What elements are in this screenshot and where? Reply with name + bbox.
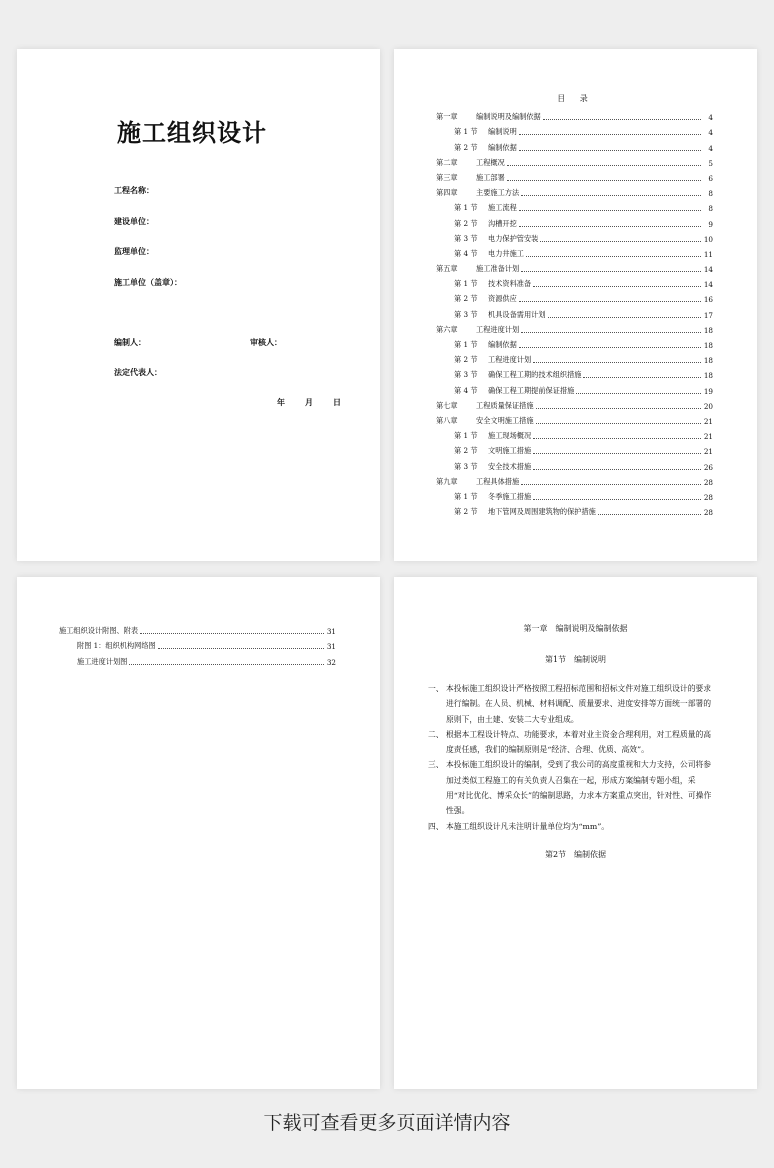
toc-row (436, 229, 713, 244)
toc-row (436, 244, 713, 259)
toc-label: 地下管网及周围建筑物的保护措施 (488, 507, 596, 517)
date-day: 日 (333, 398, 341, 407)
toc-page-number: 18 (703, 325, 713, 335)
toc-leader-dots (519, 150, 701, 151)
cover-page (17, 49, 380, 561)
toc-label: 施工部署 (476, 172, 505, 182)
toc-page-number: 21 (703, 447, 713, 457)
toc-page-number: 20 (703, 401, 713, 411)
toc-leader-dots (583, 377, 701, 378)
toc-row (59, 636, 336, 651)
toc-leader-dots (526, 256, 701, 257)
body-paragraph (428, 727, 715, 758)
body-paragraphs (428, 681, 715, 834)
toc-row (436, 396, 713, 411)
toc-page-number: 4 (708, 128, 713, 138)
toc-row (436, 426, 713, 441)
section-heading-2: 第2节 编制依据 (544, 850, 607, 859)
toc-page-number: 28 (703, 477, 713, 487)
toc-label: 电力井施工 (488, 248, 524, 258)
toc-num: 第 3 节 (454, 370, 478, 380)
toc-label: 机具设备需用计划 (488, 309, 546, 319)
toc-leader-dots (533, 469, 701, 470)
toc-num: 第五章 (436, 264, 458, 274)
toc-row (436, 320, 713, 335)
toc-leader-dots (540, 241, 701, 242)
toc-num: 第 3 节 (454, 233, 478, 243)
toc-leader-dots (536, 408, 701, 409)
field-reviewer: 审核人： (250, 338, 282, 347)
toc-num: 第二章 (436, 157, 458, 167)
toc-num: 第 1 节 (454, 431, 478, 441)
toc-leader-dots (519, 347, 701, 348)
toc-num: 第 2 节 (454, 355, 478, 365)
toc-num: 第 1 节 (454, 491, 478, 501)
toc-label: 文明施工措施 (488, 446, 532, 456)
toc-row (436, 122, 713, 137)
toc-row (436, 335, 713, 350)
toc-num: 第 2 节 (454, 446, 478, 456)
toc-page-number: 18 (703, 371, 713, 381)
toc-row (436, 502, 713, 517)
toc-page-number: 19 (703, 386, 713, 396)
toc-row (436, 487, 713, 502)
toc-label: 工程质量保证措施 (476, 400, 534, 410)
toc-leader-dots (521, 271, 701, 272)
toc-label: 沟槽开挖 (488, 218, 517, 228)
toc-num: 第 1 节 (454, 127, 478, 137)
toc-label: 施工进度计划图 (77, 656, 128, 666)
toc-label: 资源供应 (488, 294, 517, 304)
paragraph-text: 根据本工程设计特点、功能要求，本着对业主资金合理利用，对工程质量的高度责任感，我们的编制原则是“经济、合理、优质、高效”。 (446, 729, 712, 755)
toc-row (436, 274, 713, 289)
toc-label: 编制依据 (488, 142, 517, 152)
toc-leader-dots (576, 393, 701, 394)
toc-label: 安全技术措施 (488, 461, 532, 471)
toc-leader-dots (507, 180, 701, 181)
toc-label: 施工组织设计附图、附表 (59, 626, 139, 636)
toc-label: 编制说明 (488, 127, 517, 137)
toc-label: 技术资料准备 (488, 279, 532, 289)
section-heading-1: 第1节 编制说明 (544, 655, 607, 664)
toc-leader-dots (533, 362, 701, 363)
paragraph-text: 本投标施工组织设计严格按照工程招标范围和招标文件对施工组织设计的要求进行编制。在人员、机械、材料调配、质量要求、进度安排等方面统一部署的原则下，由土建、安装二大专业组成。 (446, 684, 712, 724)
toc-page-number: 9 (708, 219, 713, 229)
field-builder-unit: 施工单位（盖章）： (114, 278, 182, 287)
body-page (394, 577, 757, 1089)
toc-leader-dots (129, 664, 324, 665)
toc-label: 确保工程工期提前保证措施 (488, 385, 575, 395)
toc-page-number: 18 (703, 356, 713, 366)
toc-page-number: 21 (703, 432, 713, 442)
paragraph-number: 二、 (428, 729, 444, 739)
toc-row (436, 259, 713, 274)
toc-label: 施工准备计划 (476, 264, 520, 274)
toc-label: 冬季施工措施 (488, 491, 532, 501)
toc-label: 工程具体措施 (476, 476, 520, 486)
toc-row (59, 621, 336, 636)
toc-label: 主要施工方法 (476, 188, 520, 198)
toc-page-number: 21 (703, 416, 713, 426)
toc-continued-list (59, 621, 336, 667)
field-compiler: 编制人： (114, 338, 146, 347)
toc-leader-dots (521, 195, 701, 196)
download-caption: 下载可查看更多页面详情内容 (263, 1112, 511, 1134)
toc-title: 目 录 (557, 94, 594, 103)
toc-num: 第 3 节 (454, 461, 478, 471)
toc-leader-dots (533, 453, 701, 454)
toc-row (436, 107, 713, 122)
toc-page-number: 5 (708, 158, 713, 168)
field-supervision-unit: 监理单位： (114, 247, 154, 256)
toc-row (436, 365, 713, 380)
toc-leader-dots (519, 301, 701, 302)
toc-page-number: 32 (326, 657, 336, 667)
toc-num: 第 2 节 (454, 294, 478, 304)
toc-row (436, 183, 713, 198)
toc-num: 第七章 (436, 400, 458, 410)
field-construction-unit: 建设单位： (114, 217, 154, 226)
toc-leader-dots (548, 317, 701, 318)
cover-title: 施工组织设计 (117, 119, 267, 147)
date-month: 月 (305, 398, 313, 407)
paragraph-text: 本施工组织设计凡未注明计量单位均为“mm”。 (446, 821, 610, 831)
toc-page-number: 31 (326, 642, 336, 652)
toc-leader-dots (519, 210, 701, 211)
toc-num: 第 4 节 (454, 385, 478, 395)
toc-num: 第 1 节 (454, 279, 478, 289)
toc-leader-dots (543, 119, 701, 120)
toc-num: 第八章 (436, 415, 458, 425)
toc-num: 第一章 (436, 112, 458, 122)
toc-page (394, 49, 757, 561)
paragraph-text: 本投标施工组织设计的编制，受到了我公司的高度重视和大力支持，公司将参加过类似工程施工的有关负责人召集在一起，形成方案编制专题小组，采用“对比优化、博采众长”的编制思路，力求本方案重点突出，针对性、可操作性强。 (446, 760, 712, 816)
toc-row (59, 651, 336, 666)
toc-leader-dots (598, 514, 701, 515)
paragraph-number: 三、 (428, 760, 444, 770)
toc-num: 第 1 节 (454, 340, 478, 349)
toc-num: 第 1 节 (454, 203, 478, 213)
toc-label: 附图 1：组织机构网络图 (77, 641, 156, 651)
toc-list (436, 107, 713, 517)
toc-row (436, 350, 713, 365)
toc-page-number: 14 (703, 280, 713, 290)
toc-leader-dots (521, 484, 701, 485)
chapter-heading: 第一章 编制说明及编制依据 (523, 624, 628, 633)
toc-row (436, 411, 713, 426)
toc-num: 第 4 节 (454, 248, 478, 258)
toc-leader-dots (519, 226, 701, 227)
toc-page-number: 18 (703, 341, 713, 350)
body-paragraph (428, 819, 715, 834)
toc-page-number: 28 (703, 492, 713, 502)
field-legal-rep: 法定代表人： (114, 368, 162, 377)
toc-label: 电力保护管安装 (488, 233, 539, 243)
toc-label: 施工现场概况 (488, 431, 532, 441)
paragraph-number: 一、 (428, 684, 444, 693)
toc-leader-dots (140, 633, 324, 634)
cover-date (277, 397, 341, 408)
toc-leader-dots (521, 332, 701, 333)
toc-continued-page (17, 577, 380, 1089)
toc-num: 第六章 (436, 324, 458, 334)
toc-page-number: 8 (708, 189, 713, 199)
toc-row (436, 168, 713, 183)
toc-label: 施工流程 (488, 203, 517, 213)
toc-page-number: 31 (326, 627, 336, 637)
toc-row (436, 213, 713, 228)
toc-label: 编制说明及编制依据 (476, 112, 541, 122)
toc-leader-dots (519, 134, 701, 135)
toc-num: 第九章 (436, 476, 458, 486)
toc-page-number: 28 (703, 508, 713, 518)
toc-num: 第三章 (436, 172, 458, 182)
toc-label: 编制依据 (488, 340, 517, 349)
toc-page-number: 16 (703, 295, 713, 305)
toc-label: 确保工程工期的技术组织措施 (488, 370, 582, 380)
toc-num: 第 3 节 (454, 309, 478, 319)
toc-page-number: 6 (708, 173, 713, 183)
toc-leader-dots (158, 648, 324, 649)
toc-num: 第 2 节 (454, 142, 478, 152)
toc-leader-dots (533, 499, 701, 500)
toc-page-number: 26 (703, 462, 713, 472)
toc-row (436, 304, 713, 319)
date-year: 年 (277, 398, 285, 407)
toc-page-number: 14 (703, 265, 713, 275)
toc-page-number: 17 (703, 310, 713, 320)
toc-row (436, 153, 713, 168)
body-paragraph (428, 681, 715, 727)
field-project-name: 工程名称： (114, 186, 154, 195)
toc-page-number: 4 (708, 143, 713, 153)
toc-page-number: 8 (708, 204, 713, 214)
toc-row (436, 456, 713, 471)
toc-leader-dots (536, 423, 701, 424)
toc-page-number: 11 (703, 249, 713, 259)
paragraph-number: 四、 (428, 821, 444, 831)
toc-leader-dots (533, 438, 701, 439)
toc-row (436, 441, 713, 456)
toc-leader-dots (533, 286, 701, 287)
toc-row (436, 137, 713, 152)
toc-row (436, 380, 713, 395)
toc-label: 工程概况 (476, 157, 505, 167)
toc-row (436, 198, 713, 213)
toc-label: 工程进度计划 (488, 355, 532, 365)
toc-row (436, 289, 713, 304)
toc-label: 安全文明施工措施 (476, 415, 534, 425)
toc-label: 工程进度计划 (476, 324, 520, 334)
body-paragraph (428, 757, 715, 818)
toc-row (436, 472, 713, 487)
toc-leader-dots (507, 165, 701, 166)
toc-num: 第四章 (436, 188, 458, 198)
toc-page-number: 4 (708, 113, 713, 123)
toc-num: 第 2 节 (454, 507, 478, 517)
toc-num: 第 2 节 (454, 218, 478, 228)
toc-page-number: 10 (703, 234, 713, 244)
